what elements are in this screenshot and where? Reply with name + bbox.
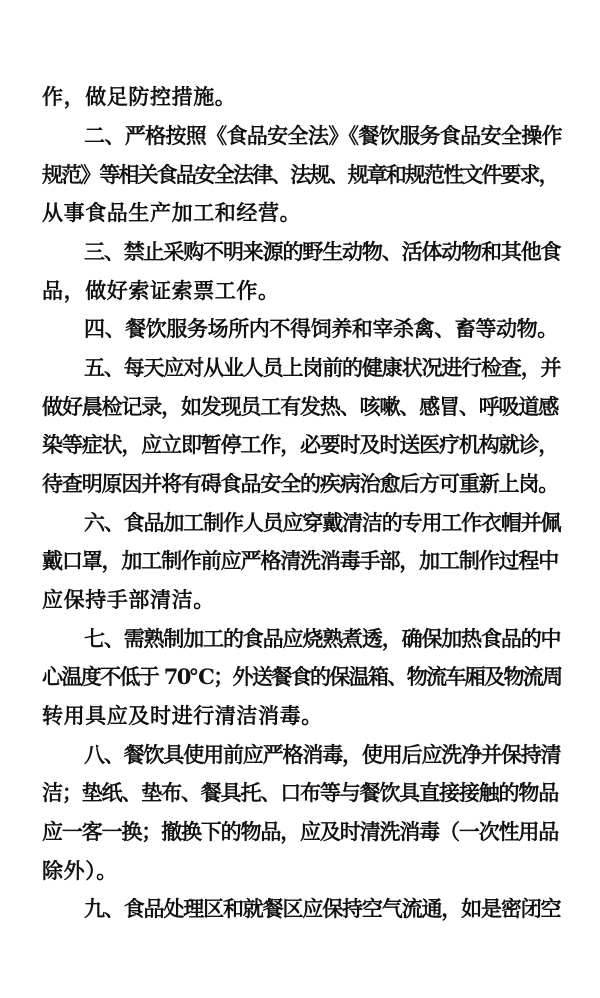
- text-line-8: 五、每天应对从业人员上岗前的健康状况进行检查，并: [84, 355, 561, 380]
- text-line-15: 七、需熟制加工的食品应烧熟煮透，确保加热食品的中: [84, 626, 561, 651]
- text-line-19: 洁；垫纸、垫布、餐具托、口布等与餐饮具直接接触的物品: [42, 780, 559, 805]
- text-line-3: 规范》等相关食品安全法律、法规、规章和规范性文件要求，: [42, 162, 558, 187]
- text-line-22: 九、食品处理区和就餐区应保持空气流通，如是密闭空: [84, 896, 561, 921]
- text-line-5: 三、禁止采购不明来源的野生动物、活体动物和其他食: [84, 239, 561, 264]
- text-line-17: 转用具应及时进行清洁消毒。: [42, 703, 323, 728]
- text-line-18: 八、餐饮具使用前应严格消毒，使用后应洗净并保持清: [84, 742, 561, 767]
- text-line-16: 心温度不低于 70℃；外送餐食的保温箱、物流车厢及物流周: [42, 664, 562, 689]
- text-line-12: 六、食品加工制作人员应穿戴清洁的专用工作衣帽并佩: [84, 510, 561, 535]
- text-line-20: 应一客一换；撤换下的物品，应及时清洗消毒（一次性用品: [42, 819, 559, 844]
- text-line-21: 除外）。: [42, 858, 118, 883]
- text-line-2: 二、严格按照《食品安全法》《餐饮服务食品安全操作: [84, 123, 562, 148]
- text-line-14: 应保持手部清洁。: [42, 587, 215, 612]
- text-line-7: 四、餐饮服务场所内不得饲养和宰杀禽、畜等动物。: [84, 316, 558, 341]
- text-line-4: 从事食品生产加工和经营。: [42, 200, 302, 225]
- text-line-10: 染等症状，应立即暂停工作，必要时及时送医疗机构就诊，: [42, 432, 559, 457]
- text-line-1: 作，做足防控措施。: [42, 84, 237, 109]
- text-line-13: 戴口罩，加工制作前应严格清洗消毒手部，加工制作过程中: [42, 548, 559, 573]
- text-line-11: 待查明原因并将有碍食品安全的疾病治愈后方可重新上岗。: [42, 471, 559, 496]
- text-line-6: 品，做好索证索票工作。: [42, 278, 280, 303]
- text-line-9: 做好晨检记录，如发现员工有发热、咳嗽、感冒、呼吸道感: [42, 394, 559, 419]
